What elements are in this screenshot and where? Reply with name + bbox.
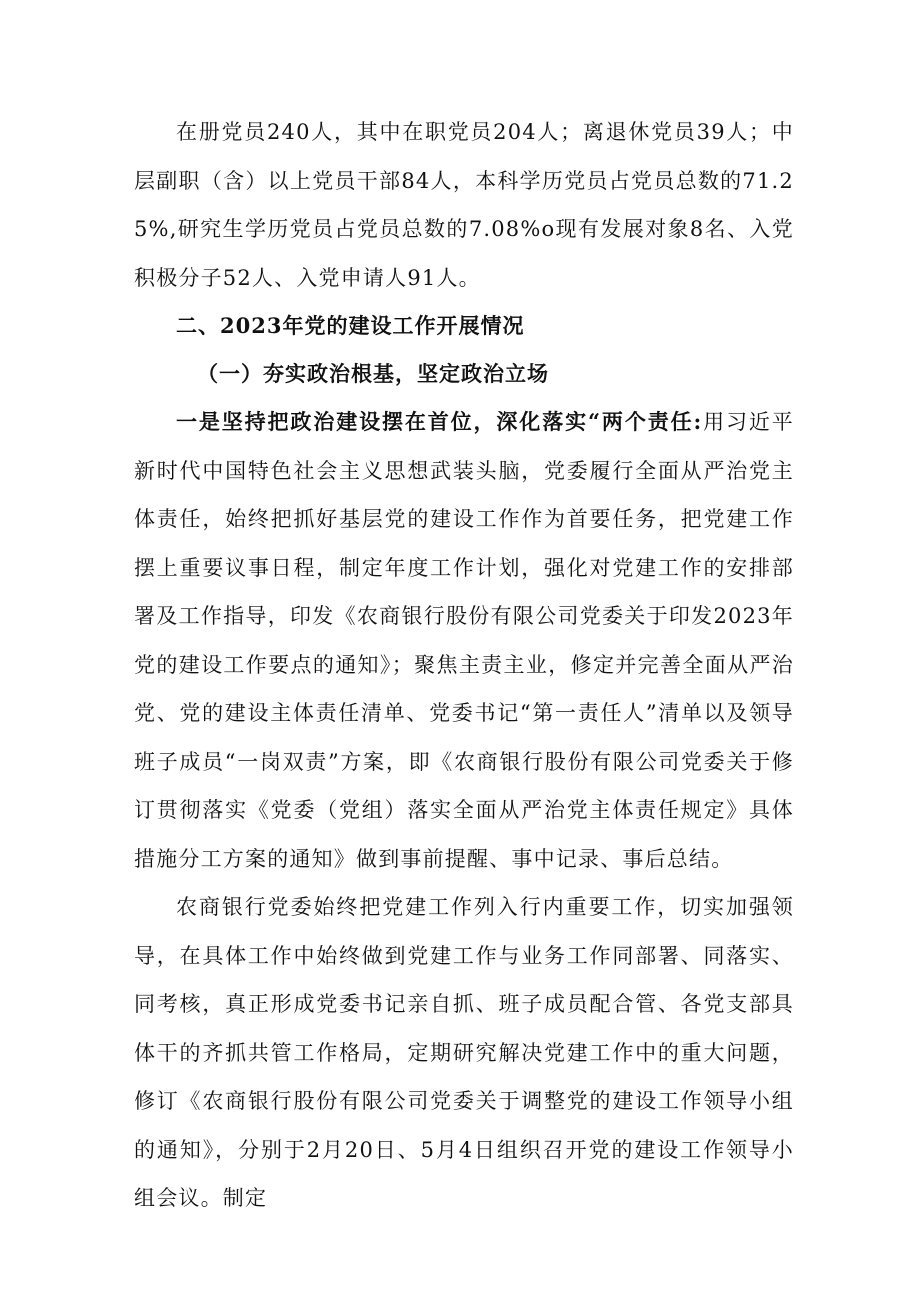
intro-paragraph: 在册党员240人，其中在职党员204人；离退休党员39人；中层副职（含）以上党员干部84人，本科学历党员占党员总数的71.25%,研究生学历党员占党员总数的7.08%o现有发展对象8名、入党积极分子52人、入党申请人91人。 [134,120,794,290]
point-one-body: 用习近平新时代中国特色社会主义思想武装头脑，党委履行全面从严治党主体责任，始终把抓好基层党的建设工作作为首要任务，把党建工作摆上重要议事日程，制定年度工作计划，强化对党建工作的安排部署及工作指导，印发《农商银行股份有限公司党委关于印发2023年党的建设工作要点的通知》；聚焦主责主业，修定并完善全面从严治党、党的建设主体责任清单、党委书记“第一责任人”清单以及领导班子成员“一岗双责”方案，即《农商银行股份有限公司党委关于修订贯彻落实《党委（党组）落实全面从严治党主体责任规定》具体措施分工方案的通知》做到事前提醒、事中记录、事后总结。 [134,410,794,871]
document-page [134,108,794,1223]
section-heading: 二、2023年党的建设工作开展情况 [176,313,525,338]
subsection-heading: （一）夯实政治根基，坚定政治立场 [197,361,549,386]
point-one-paragraph [134,398,794,883]
point-one-lead: 一是坚持把政治建设摆在首位，深化落实“两个责任: [176,409,703,434]
closing-paragraph: 农商银行党委始终把党建工作列入行内重要工作，切实加强领导，在具体工作中始终做到党建工作与业务工作同部署、同落实、同考核，真正形成党委书记亲自抓、班子成员配合管、各党支部具体干的齐抓共管工作格局，定期研究解决党建工作中的重大问题，修订《农商银行股份有限公司党委关于调整党的建设工作领导小组的通知》，分别于2月20日、5月4日组织召开党的建设工作领导小组会议。制定 [134,895,794,1210]
